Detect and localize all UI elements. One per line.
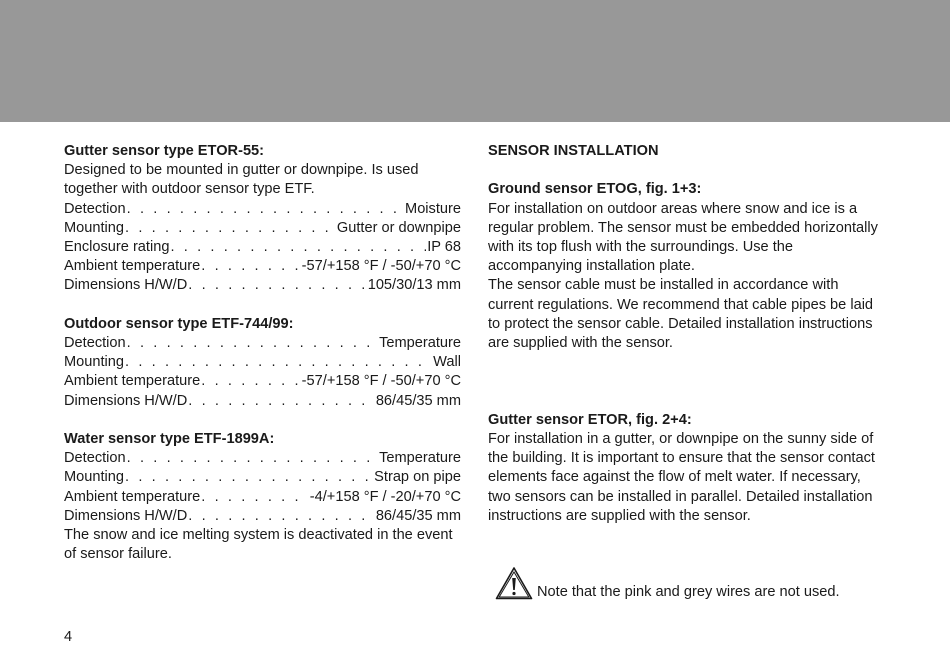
dot-leader [170, 238, 426, 257]
spec-value: -4/+158 °F / -20/+70 °C [309, 488, 461, 505]
etor55-heading: Gutter sensor type ETOR-55: [64, 143, 265, 159]
spec-value: Temperature [379, 335, 461, 352]
dot-leader [127, 449, 378, 468]
etog-heading: Ground sensor ETOG, fig. 1+3: [488, 181, 702, 198]
etf1899a-heading: Water sensor type ETF-1899A: [64, 431, 275, 448]
spec-label: Dimensions H/W/D [64, 392, 188, 409]
spec-row [64, 257, 461, 276]
spec-row [64, 238, 461, 257]
etog-paragraph-1: For installation on outdoor areas where snow and ice is a regular problem. The sensor must be embedded horizontally with its top flush with the surroundings. Use the accompanying installation plate. [488, 200, 878, 275]
spec-row [64, 449, 461, 468]
dot-leader [188, 507, 375, 526]
spec-value: Strap on pipe [374, 469, 461, 486]
spec-row [64, 392, 461, 411]
spec-label: Enclosure rating [64, 239, 170, 256]
warning-triangle-icon [495, 566, 533, 600]
spec-row [64, 219, 461, 238]
spec-label: Dimensions H/W/D [64, 277, 188, 294]
spec-value: 105/30/13 mm [367, 277, 461, 294]
etor55-description: Designed to be mounted in gutter or downpipe. Is used together with outdoor sensor type ETF. [64, 162, 419, 198]
spec-value: -57/+158 °F / -50/+70 °C [301, 373, 461, 390]
spec-label: Mounting [64, 469, 125, 486]
spec-row [64, 353, 461, 372]
dot-leader [125, 219, 336, 238]
spec-label: Detection [64, 200, 126, 217]
spec-row [64, 334, 461, 353]
page-number: 4 [64, 629, 73, 645]
wire-note [495, 566, 840, 600]
spec-row [64, 507, 461, 526]
spec-value: Temperature [379, 450, 461, 467]
spec-row [64, 468, 461, 487]
spec-label: Ambient temperature [64, 373, 201, 390]
spec-value: Gutter or downpipe [336, 219, 461, 236]
etf1899a-spec-list [64, 449, 461, 526]
spec-row [64, 372, 461, 391]
spec-label: Mounting [64, 354, 125, 371]
spec-label: Ambient temperature [64, 258, 201, 275]
dot-leader [127, 200, 404, 219]
dot-leader [188, 392, 375, 411]
spec-label: Detection [64, 335, 126, 352]
left-column [64, 142, 461, 564]
spec-label: Detection [64, 450, 126, 467]
dot-leader [201, 372, 300, 391]
header-band [0, 0, 950, 122]
spec-value: -57/+158 °F / -50/+70 °C [301, 258, 461, 275]
etor-paragraph: For installation in a gutter, or downpipe on the sunny side of the building. It is important to ensure that the sensor contact elements face against the flow of melt water. If necessary, two sensors can be installed in parallel. Detailed installation instructions are supplied with the sensor. [488, 430, 875, 524]
dot-leader [125, 468, 373, 487]
sensor-failure-note: The snow and ice melting system is deactivated in the event of sensor failure. [64, 527, 453, 563]
spec-value: 86/45/35 mm [375, 507, 461, 524]
spec-value: 86/45/35 mm [375, 392, 461, 409]
dot-leader [188, 276, 366, 295]
etog-paragraph-2: The sensor cable must be installed in accordance with current regulations. We recommend that cable pipes be laid to protect the sensor cable. Detailed installation instructions are supplied with the sensor. [488, 277, 874, 352]
spec-value: Wall [433, 354, 461, 371]
dot-leader [127, 334, 378, 353]
etf744-spec-list [64, 334, 461, 411]
spec-value: Moisture [405, 200, 461, 217]
etor-heading: Gutter sensor ETOR, fig. 2+4: [488, 411, 692, 428]
spec-label: Ambient temperature [64, 488, 201, 505]
wire-note-text: Note that the pink and grey wires are not used. [537, 584, 840, 600]
etf744-heading: Outdoor sensor type ETF-744/99: [64, 315, 294, 332]
dot-leader [201, 257, 300, 276]
dot-leader [201, 488, 309, 507]
spec-value: IP 68 [427, 239, 461, 256]
spec-row [64, 200, 461, 219]
section-title: SENSOR INSTALLATION [488, 143, 659, 159]
spec-row [64, 276, 461, 295]
spec-row [64, 488, 461, 507]
etor55-spec-list [64, 200, 461, 296]
dot-leader [125, 353, 432, 372]
spec-label: Dimensions H/W/D [64, 507, 188, 524]
spec-label: Mounting [64, 219, 125, 236]
right-column [488, 142, 880, 526]
